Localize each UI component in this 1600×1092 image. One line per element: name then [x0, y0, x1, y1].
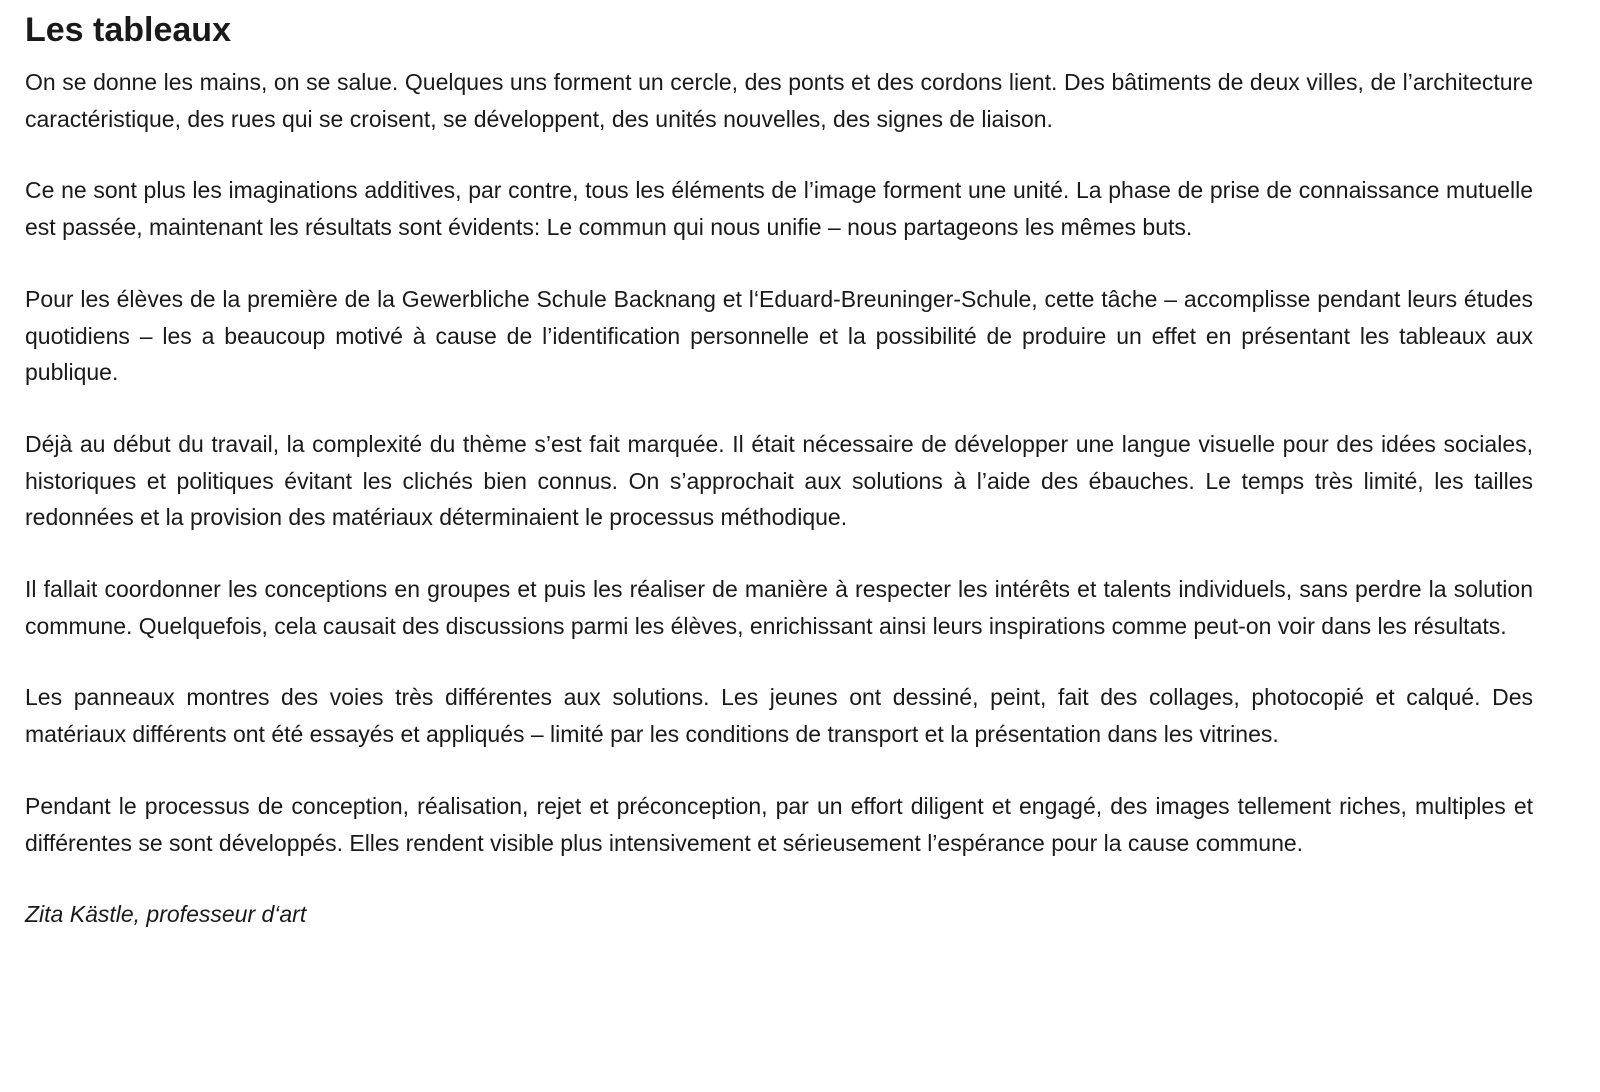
paragraph-7: Pendant le processus de conception, réalisation, rejet et préconception, par un effort diligent et engagé, des images tellement riches, multiples et différentes se sont développés. Elles rendent visible plus intensivement et sérieusement l’espérance pour la cause commune.: [25, 792, 1533, 856]
paragraph-1: On se donne les mains, on se salue. Quelques uns forment un cercle, des ponts et des cordons lient. Des bâtiments de deux villes, de l’architecture caractéristique, des rues qui se croisent, se développent, des unités nouvelles, des signes de liaison.: [25, 69, 1533, 132]
paragraph-5: Il fallait coordonner les conceptions en groupes et puis les réaliser de manière à respecter les intérêts et talents individuels, sans perdre la solution commune. Quelquefois, cela causait des discussions parmi les élèves, enrichissant ainsi leurs inspirations comme peut-on voir dans les résultats.: [25, 576, 1533, 639]
paragraph-4: Déjà au début du travail, la complexité du thème s’est fait marquée. Il était nécessaire de développer une langue visuelle pour des idées sociales, historiques et politiques évitant les clichés bien connus. On s’approchait aux solutions à l’aide des ébauches. Le temps très limité, les tailles redonnées et la provision des matériaux déterminaient le processus méthodique.: [25, 430, 1533, 531]
paragraph-6: Les panneaux montres des voies très différentes aux solutions. Les jeunes ont dessiné, peint, fait des collages, photocopié et calqué. Des matériaux différents ont été essayés et appliqués – limité par les conditions de transport et la présentation dans les vitrines.: [25, 684, 1533, 748]
paragraph-2: Ce ne sont plus les imaginations additives, par contre, tous les éléments de l’image forment une unité. La phase de prise de connaissance mutuelle est passée, maintenant les résultats sont évidents: Le commun qui nous unifie – nous partageons les mêmes buts.: [25, 177, 1533, 241]
page-title: Les tableaux: [25, 11, 231, 49]
author-signature: Zita Kästle, professeur d‘art: [25, 901, 307, 928]
paragraph-3: Pour les élèves de la première de la Gewerbliche Schule Backnang et l‘Eduard-Breuninger-Schule, cette tâche – accomplisse pendant leurs études quotidiens – les a beaucoup motivé à cause de l’identification personnelle et la possibilité de produire un effet en présentant les tableaux aux publique.: [25, 285, 1533, 386]
